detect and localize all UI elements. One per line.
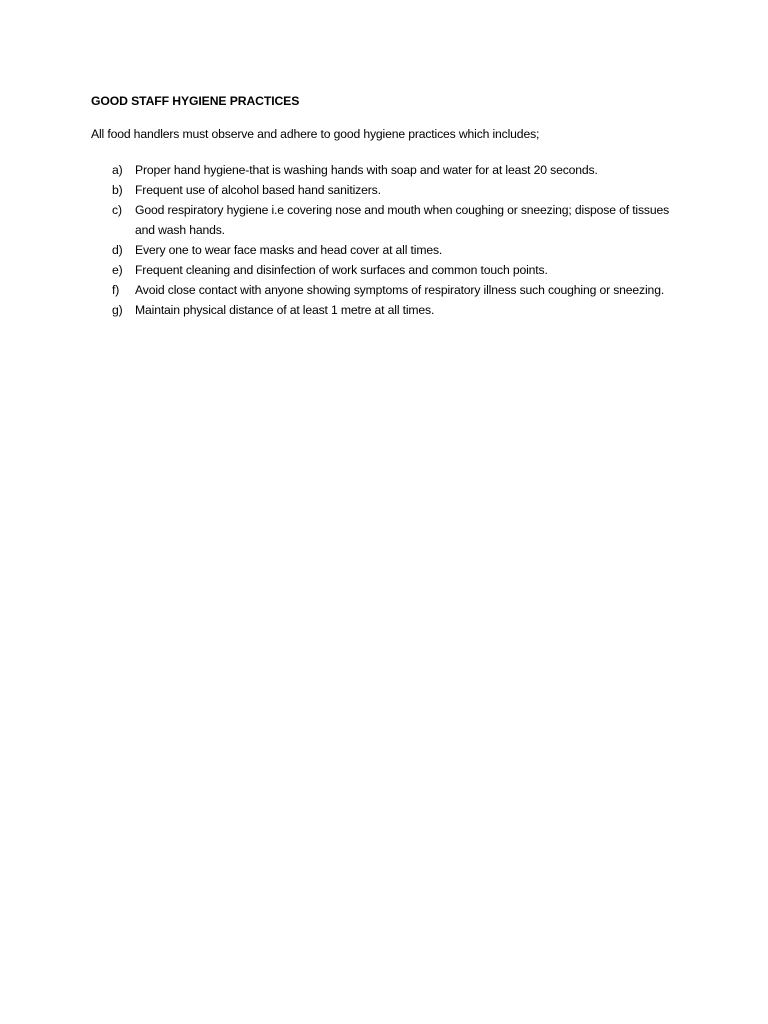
hygiene-practices-list — [91, 160, 681, 320]
list-item — [91, 160, 681, 180]
list-item — [91, 260, 681, 280]
list-marker: a) — [112, 163, 123, 177]
list-marker: b) — [112, 183, 123, 197]
list-item — [91, 300, 681, 320]
document-heading: GOOD STAFF HYGIENE PRACTICES — [91, 94, 300, 108]
list-item-text: Every one to wear face masks and head cover at all times. — [135, 243, 443, 257]
list-item-text: Good respiratory hygiene i.e covering nose and mouth when coughing or sneezing; dispose of tissues and wash hands. — [135, 203, 670, 237]
list-item-text: Frequent cleaning and disinfection of work surfaces and common touch points. — [135, 263, 548, 277]
list-item — [91, 280, 681, 300]
list-item-text: Avoid close contact with anyone showing symptoms of respiratory illness such coughing or sneezing. — [135, 283, 665, 297]
list-item — [91, 240, 681, 260]
list-marker: e) — [112, 263, 123, 277]
intro-paragraph: All food handlers must observe and adhere to good hygiene practices which includes; — [91, 127, 540, 141]
list-item-text: Proper hand hygiene-that is washing hands with soap and water for at least 20 seconds. — [135, 163, 598, 177]
list-item — [91, 200, 681, 240]
list-marker: c) — [112, 203, 122, 217]
list-item-text: Frequent use of alcohol based hand sanitizers. — [135, 183, 381, 197]
list-marker: d) — [112, 243, 123, 257]
list-item-text: Maintain physical distance of at least 1 metre at all times. — [135, 303, 435, 317]
list-item — [91, 180, 681, 200]
list-marker: g) — [112, 303, 123, 317]
list-marker: f) — [112, 283, 120, 297]
